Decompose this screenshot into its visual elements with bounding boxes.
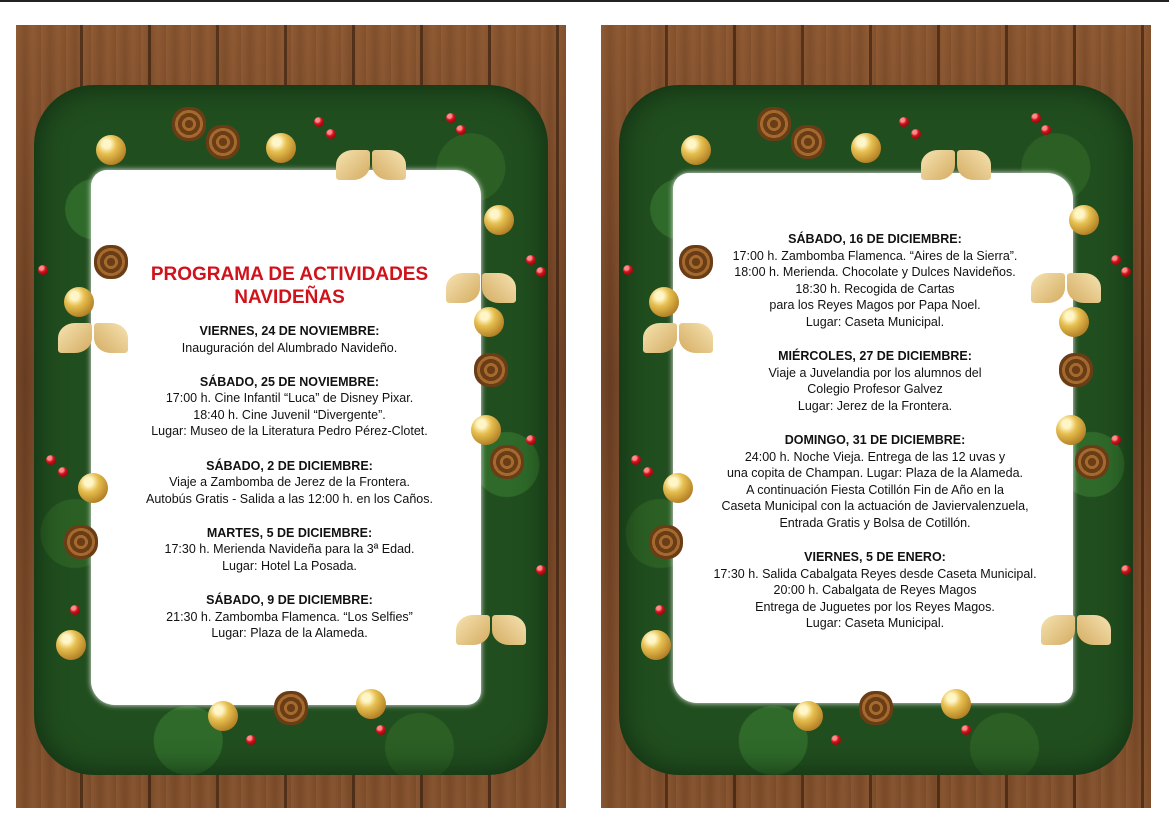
event-date-heading: SÁBADO, 25 DE NOVIEMBRE: <box>199 374 380 389</box>
holly-berry-icon <box>58 467 68 477</box>
gold-ribbon-bow-icon <box>58 323 128 359</box>
event-date-heading: MARTES, 5 DE DICIEMBRE: <box>206 525 373 540</box>
left-flyer-page <box>16 25 566 808</box>
holly-berry-icon <box>961 725 971 735</box>
event-block <box>696 549 1054 632</box>
gold-ornament-icon <box>1056 415 1086 445</box>
event-detail-line: A continuación Fiesta Cotillón Fin de Año en la <box>746 482 1004 497</box>
program-title-line: PROGRAMA DE ACTIVIDADES <box>150 264 429 285</box>
event-block <box>129 525 450 575</box>
holly-berry-icon <box>326 129 336 139</box>
gold-ornament-icon <box>793 701 823 731</box>
event-detail-line: 21:30 h. Zambomba Flamenca. “Los Selfies” <box>166 609 413 624</box>
gold-ornament-icon <box>474 307 504 337</box>
gold-ornament-icon <box>649 287 679 317</box>
holly-berry-icon <box>536 565 546 575</box>
holly-berry-icon <box>831 735 841 745</box>
holly-berry-icon <box>536 267 546 277</box>
event-block <box>129 323 450 356</box>
holly-berry-icon <box>70 605 80 615</box>
event-detail-line: 24:00 h. Noche Vieja. Entrega de las 12 uvas y <box>744 449 1006 464</box>
holly-berry-icon <box>1121 267 1131 277</box>
holly-berry-icon <box>899 117 909 127</box>
pinecone-icon <box>206 125 240 159</box>
gold-ornament-icon <box>941 689 971 719</box>
holly-berry-icon <box>631 455 641 465</box>
holly-berry-icon <box>446 113 456 123</box>
pinecone-icon <box>274 691 308 725</box>
event-block <box>129 458 450 508</box>
pinecone-icon <box>649 525 683 559</box>
event-detail-line: Lugar: Caseta Municipal. <box>805 616 945 631</box>
event-date-heading: DOMINGO, 31 DE DICIEMBRE: <box>784 432 966 447</box>
event-detail-line: Entrada Gratis y Bolsa de Cotillón. <box>779 515 971 530</box>
event-date-heading: VIERNES, 5 DE ENERO: <box>804 550 946 564</box>
event-detail-line: Lugar: Jerez de la Frontera. <box>797 398 953 413</box>
event-detail-line: Caseta Municipal con la actuación de Javiervalenzuela, <box>721 499 1029 514</box>
holly-berry-icon <box>1031 113 1041 123</box>
event-block <box>129 592 450 642</box>
gold-ornament-icon <box>266 133 296 163</box>
event-block <box>696 348 1054 414</box>
event-detail-line: 17:00 h. Cine Infantil “Luca” de Disney Pixar. <box>165 391 414 406</box>
pinecone-icon <box>1059 353 1093 387</box>
event-detail-line: una copita de Champan. Lugar: Plaza de la Alameda. <box>726 466 1024 481</box>
event-detail-line: 17:30 h. Merienda Navideña para la 3ª Edad. <box>164 542 415 557</box>
event-detail-line: Entrega de Juguetes por los Reyes Magos. <box>755 599 995 614</box>
gold-ribbon-bow-icon <box>336 150 406 186</box>
event-date-heading: SÁBADO, 9 DE DICIEMBRE: <box>206 593 373 608</box>
holly-berry-icon <box>376 725 386 735</box>
pinecone-icon <box>1075 445 1109 479</box>
top-border-line <box>0 0 1169 2</box>
holly-berry-icon <box>526 435 536 445</box>
right-flyer-page <box>601 25 1151 808</box>
event-date-heading: SÁBADO, 16 DE DICIEMBRE: <box>788 232 962 246</box>
event-detail-line: Lugar: Plaza de la Alameda. <box>211 626 368 641</box>
event-detail-line: Lugar: Hotel La Posada. <box>222 559 357 574</box>
gold-ornament-icon <box>208 701 238 731</box>
pinecone-icon <box>172 107 206 141</box>
event-detail-line: Viaje a Juvelandia por los alumnos del <box>768 365 982 380</box>
holly-berry-icon <box>1111 435 1121 445</box>
event-detail-line: 20:00 h. Cabalgata de Reyes Magos <box>773 583 977 598</box>
pinecone-icon <box>64 525 98 559</box>
holly-berry-icon <box>655 605 665 615</box>
holly-berry-icon <box>246 735 256 745</box>
pinecone-icon <box>490 445 524 479</box>
holly-berry-icon <box>314 117 324 127</box>
holly-berry-icon <box>46 455 56 465</box>
gold-ornament-icon <box>64 287 94 317</box>
program-left-content <box>129 263 450 659</box>
gold-ornament-icon <box>471 415 501 445</box>
event-block <box>129 374 450 440</box>
holly-berry-icon <box>38 265 48 275</box>
event-detail-line: Lugar: Caseta Municipal. <box>805 314 945 329</box>
event-block <box>696 432 1054 532</box>
event-detail-line: Colegio Profesor Galvez <box>807 382 943 397</box>
holly-berry-icon <box>1111 255 1121 265</box>
event-date-heading: SÁBADO, 2 DE DICIEMBRE: <box>206 458 373 473</box>
gold-ornament-icon <box>78 473 108 503</box>
gold-ribbon-bow-icon <box>446 273 516 309</box>
holly-berry-icon <box>526 255 536 265</box>
pinecone-icon <box>94 245 128 279</box>
program-title-line: NAVIDEÑAS <box>234 287 345 308</box>
gold-ornament-icon <box>96 135 126 165</box>
program-title <box>129 263 450 309</box>
gold-ornament-icon <box>1069 205 1099 235</box>
holly-berry-icon <box>643 467 653 477</box>
gold-ornament-icon <box>641 630 671 660</box>
event-detail-line: 18:00 h. Merienda. Chocolate y Dulces Navideños. <box>734 265 1016 280</box>
holly-berry-icon <box>1041 125 1051 135</box>
gold-ornament-icon <box>356 689 386 719</box>
pinecone-icon <box>791 125 825 159</box>
gold-ribbon-bow-icon <box>456 615 526 651</box>
pinecone-icon <box>859 691 893 725</box>
event-detail-line: Inauguración del Alumbrado Navideño. <box>181 340 398 355</box>
event-detail-line: 17:30 h. Salida Cabalgata Reyes desde Caseta Municipal. <box>713 566 1037 581</box>
pinecone-icon <box>757 107 791 141</box>
holly-berry-icon <box>1121 565 1131 575</box>
gold-ornament-icon <box>56 630 86 660</box>
event-detail-line: 18:40 h. Cine Juvenil “Divergente”. <box>193 407 386 422</box>
gold-ornament-icon <box>663 473 693 503</box>
event-date-heading: MIÉRCOLES, 27 DE DICIEMBRE: <box>778 349 972 364</box>
gold-ornament-icon <box>681 135 711 165</box>
event-detail-line: 17:00 h. Zambomba Flamenca. “Aires de la Sierra”. <box>732 248 1018 263</box>
gold-ornament-icon <box>1059 307 1089 337</box>
pinecone-icon <box>474 353 508 387</box>
gold-ornament-icon <box>484 205 514 235</box>
event-detail-line: 18:30 h. Recogida de Cartas <box>795 281 955 296</box>
program-right-content <box>696 231 1054 649</box>
event-block <box>696 231 1054 331</box>
event-date-heading: VIERNES, 24 DE NOVIEMBRE: <box>199 324 380 338</box>
gold-ornament-icon <box>851 133 881 163</box>
gold-ribbon-bow-icon <box>921 150 991 186</box>
event-detail-line: Lugar: Museo de la Literatura Pedro Pérez-Clotet. <box>151 424 428 439</box>
holly-berry-icon <box>456 125 466 135</box>
event-detail-line: Autobús Gratis - Salida a las 12:00 h. en los Caños. <box>146 491 433 506</box>
event-detail-line: para los Reyes Magos por Papa Noel. <box>769 298 981 313</box>
holly-berry-icon <box>623 265 633 275</box>
event-detail-line: Viaje a Zambomba de Jerez de la Frontera. <box>169 475 410 490</box>
holly-berry-icon <box>911 129 921 139</box>
